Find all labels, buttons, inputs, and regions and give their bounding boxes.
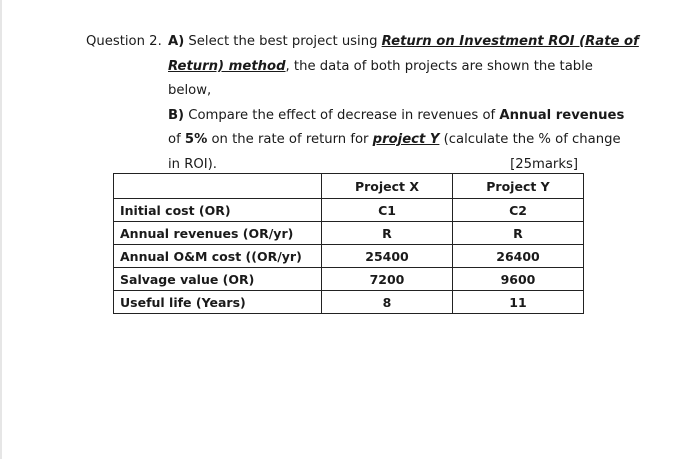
table-cell: R [453,222,584,245]
part-b-bold-1: Annual revenues [499,107,625,123]
table-cell: 8 [322,291,453,314]
table-row [114,291,584,314]
table-row [114,245,584,268]
part-a-text-1: Select the best project using [184,34,382,49]
part-b-line-2 [168,128,638,153]
part-a-line-2 [168,55,638,80]
table-row [114,199,584,222]
marks-label: [25marks] [510,156,578,172]
table-header-cell: Project X [322,174,453,199]
table-header-cell [114,174,322,199]
table-cell: 11 [453,291,584,314]
table-cell: C1 [322,199,453,222]
part-a-prefix: A) [168,34,185,49]
part-a-line-1 [168,30,638,55]
part-b-text-1: Compare the effect of decrease in revenues of [184,107,500,123]
table-cell: 26400 [453,245,584,268]
table-cell: 25400 [322,245,453,268]
part-b-bold-2: 5% [184,132,208,148]
part-b-line-1 [168,104,638,129]
part-b-text-2: of [168,132,185,148]
part-a-method: Return on Investment ROI (Rate of [381,34,639,49]
page-left-border [0,0,2,459]
table-cell: Initial cost (OR) [114,199,322,222]
part-b-project: project Y [372,132,440,148]
table-cell: Annual revenues (OR/yr) [114,222,322,245]
table-cell: Useful life (Years) [114,291,322,314]
table-header-row [114,174,584,199]
table-cell: Annual O&M cost ((OR/yr) [114,245,322,268]
part-b-text-5: in ROI). [168,156,217,172]
part-a-line-3 [168,79,638,104]
table-cell: C2 [453,199,584,222]
part-a-text-2: , the data of both projects are shown the table [285,58,593,74]
table-header-cell: Project Y [453,174,584,199]
question-body [168,30,638,178]
part-b-prefix: B) [168,107,185,123]
part-a-text-3: below, [168,83,212,99]
table-cell: R [322,222,453,245]
question-label: Question 2. [86,34,162,49]
table-cell: 9600 [453,268,584,291]
table-row [114,222,584,245]
table-cell: Salvage value (OR) [114,268,322,291]
part-b-text-4: (calculate the % of change [439,132,621,148]
part-b-text-3: on the rate of return for [207,132,373,148]
table-row [114,268,584,291]
projects-table [113,173,584,314]
table-cell: 7200 [322,268,453,291]
part-a-method-2: Return) method [168,58,286,74]
